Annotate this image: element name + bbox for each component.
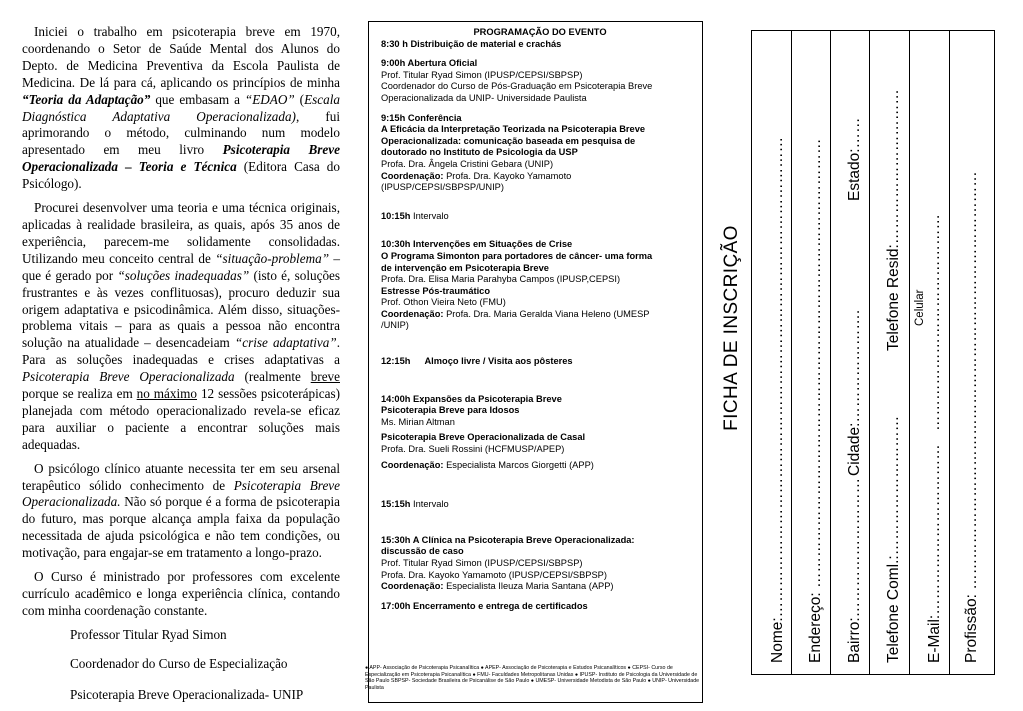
event-program — [381, 27, 699, 612]
text-run: (isto é, soluções frustrantes e às vezes conflituosas), procuro deduzir sua origem adaptativa e psicodinâmica. Além disso, situações-problema vitais – para as quais a pessoa não encontra solução na atualidade – desencadeiam — [22, 267, 341, 351]
program-line — [381, 460, 699, 472]
coordination-label: Coordenação: — [381, 459, 444, 470]
field-cidade-label: Cidade:…………………. — [846, 309, 863, 476]
field-email-label: E-Mail:…………………………… — [926, 444, 943, 663]
text-run: , fui aprimorando o método, culminando num modelo apresentado em meu livro — [22, 108, 340, 158]
program-line — [381, 309, 699, 321]
signature-name: Professor Titular Ryad Simon — [70, 626, 227, 642]
registration-form-title-text: FICHA DE INSCRIÇÃO — [721, 225, 742, 431]
emphasis-edao: “EDAO” — [244, 91, 295, 107]
program-line: 8:30 h Distribuição de material e crachás — [381, 38, 562, 49]
text-run: Intervalo — [410, 210, 449, 221]
field-profissao-label: Profissão: ……………………………………………………………………… — [963, 171, 980, 663]
program-line: Operacionalizada da UNIP- Universidade Paulista — [381, 92, 587, 103]
signature-role: Coordenador do Curso de Especialização — [70, 655, 288, 671]
program-line: Profa. Dra. Sueli Rossini (HCFMUSP/APEP) — [381, 444, 565, 455]
underlined-text: no máximo — [136, 386, 198, 402]
signature-course: Psicoterapia Breve Operacionalizada- UNIP — [70, 686, 304, 702]
event-program-box — [368, 21, 703, 703]
program-line: (IPUSP/CEPSI/SBPSP/UNIP) — [381, 182, 504, 193]
text-run: . Para as soluções inadequadas e crises adaptativas a — [22, 335, 340, 368]
program-line: A Eficácia da Interpretação Teorizada na Psicoterapia Breve — [381, 124, 646, 135]
text-run: Especialista Ileuza Maria Santana (APP) — [443, 581, 614, 592]
text-run: Não só porque é a forma de psicoterapia do futuro, mas porque alcança ampla faixa da população necessitada de ajuda psicológica e não tem condições, ou motivação, para engajar-se em tratamento a longo-prazo. — [22, 494, 340, 561]
emphasis: Psicoterapia Breve Operacionalizada — [22, 369, 235, 385]
program-line: 15:30h A Clínica na Psicoterapia Breve Operacionalizada: — [381, 534, 635, 545]
program-line: Profa. Dra. Ângela Cristini Gebara (UNIP) — [381, 158, 554, 169]
program-line: Profa. Dra. Elisa Maria Parahyba Campos (IPUSP,CEPSI) — [381, 274, 621, 285]
program-line: Profa. Dra. Kayoko Yamamoto (IPUSP/CEPSI/SBPSP) — [381, 569, 607, 580]
program-line: de intervenção em Psicoterapia Breve — [381, 262, 549, 273]
text-run: Iniciei o trabalho em psicoterapia breve em 1970, coordenando o Setor de Saúde Mental dos Alunos do Depto. de Medicina Preventiva da Escola Paulista de Medicina. De lá para cá, aplicando os princípios de minha — [22, 24, 340, 90]
program-line: 10:30h Intervenções em Situações de Crise — [381, 239, 573, 250]
emphasis-adaptation-theory: “Teoria da Adaptação” — [22, 91, 151, 107]
text-run: Almoço livre / Visita aos pôsteres — [424, 356, 573, 367]
program-line: 17:00h Encerramento e entrega de certificados — [381, 600, 588, 611]
program-line: Estresse Pós-traumático — [381, 285, 491, 296]
emphasis-edao-full: Escala Diagnóstica Adaptativa Operacionalizada) — [22, 91, 340, 124]
text-run: Procurei desenvolver uma teoria e uma técnica originais, aplicadas à realidade brasileira, as quais, após 35 anos de experiência, parecem-me solidamente consolidadas. Utilizando meu conceito central de — [22, 200, 340, 266]
field-nome[interactable] — [752, 31, 792, 674]
emphasis: Psicoterapia Breve Operacionalizada. — [22, 477, 341, 510]
coordination-label: Coordenação: — [381, 170, 444, 181]
emphasis: “crise adaptativa” — [234, 335, 337, 351]
program-line — [381, 499, 699, 511]
coordination-label: Coordenação: — [381, 581, 444, 592]
field-telefones[interactable] — [870, 31, 910, 674]
text-run: Intervalo — [410, 499, 449, 510]
time-label: 15:15h — [381, 499, 411, 510]
abbreviations-footnote: ● APP- Associação de Psicoterapia Psicanalítica ● APEP- Associação de Psicoterapia e Estudos Psicanalíticos ● CEPSI- Curso de Especialização em Psicoterapia Psicanalítica ● FMU- Faculdades Metropolitanas Unidas ● IPUSP- Instituto de Psicologia da Universidade de São Paulo SBPSP- Sociedade Brasileira de Psicanálise de São Paulo ● UMESP- Universidade Metodista de São Paulo ● UNIP- Universidade Paulista — [365, 665, 700, 691]
field-telefone-resid-label: Telefone Resid:………………………… — [885, 89, 902, 351]
program-line: Psicoterapia Breve para Idosos — [381, 405, 520, 416]
text-run: porque se realiza em — [22, 386, 137, 402]
text-run: que embasam a — [150, 91, 245, 107]
time-label: 10:15h — [381, 210, 411, 221]
text-run: 12 sessões psicoterápicas) planejada com método operacionalizado revela-se eficaz para auxiliar o paciente a encontrar soluções mais adequadas. — [22, 386, 340, 452]
program-line: Prof. Titular Ryad Simon (IPUSP/CEPSI/SBPSP) — [381, 558, 583, 568]
underlined-text: breve — [310, 369, 340, 385]
program-line: O Programa Simonton para portadores de câncer- uma forma — [381, 250, 653, 261]
field-telefone-coml-label: Telefone Coml.:……………………… — [885, 415, 902, 663]
program-heading: PROGRAMAÇÃO DO EVENTO — [473, 27, 607, 37]
program-line — [381, 171, 699, 183]
text-run: Especialista Marcos Giorgetti (APP) — [443, 459, 594, 470]
field-celular-dots: …………………………………… — [926, 214, 943, 431]
field-nome-label: Nome:………………………………………………………………………………… — [769, 136, 786, 663]
paragraph-1 — [22, 24, 340, 193]
program-line: 14:00h Expansões da Psicoterapia Breve — [381, 393, 562, 404]
program-line: Prof. Othon Vieira Neto (FMU) — [381, 297, 506, 308]
program-line: doutorado no Instituto de Psicologia da USP — [381, 147, 578, 158]
book-title: Psicoterapia Breve Operacionalizada – Teoria e Técnica — [22, 142, 340, 175]
text-run: – que é gerado por — [22, 250, 340, 283]
field-endereco-label: Endereço: …………………………………………………………………………… — [807, 138, 824, 663]
paragraph-2 — [22, 200, 340, 454]
program-line: Coordenador do Curso de Pós-Graduação em Psicoterapia Breve — [381, 81, 653, 92]
text-run: (realmente — [234, 369, 311, 385]
coordination-label: Coordenação: — [381, 308, 444, 319]
text-run: (Editora Casa do Psicólogo). — [22, 159, 340, 192]
text-run: O psicólogo clínico atuante necessita ter em seu arsenal terapêutico sólido conhecimento de — [22, 460, 340, 493]
emphasis: “soluções inadequadas” — [117, 267, 250, 283]
field-estado-label: Estado:…… — [846, 117, 863, 201]
field-profissao[interactable] — [950, 31, 996, 674]
program-line: 9:15h Conferência — [381, 112, 462, 123]
program-line: Ms. Mirian Altman — [381, 416, 455, 427]
field-email-celular[interactable] — [910, 31, 950, 674]
program-line: 9:00h Abertura Oficial — [381, 58, 478, 69]
paragraph-3 — [22, 461, 340, 562]
program-line: Prof. Titular Ryad Simon (IPUSP/CEPSI/SBPSP) — [381, 69, 583, 80]
program-line: Psicoterapia Breve Operacionalizada de Casal — [381, 432, 586, 443]
text-run: Profa. Dra. Kayoko Yamamoto — [443, 170, 572, 181]
registration-form — [751, 30, 995, 675]
text-run: Profa. Dra. Maria Geralda Viana Heleno (UMESP — [443, 308, 650, 319]
program-line — [381, 356, 699, 368]
field-bairro-cidade-estado[interactable] — [831, 31, 870, 674]
emphasis: “situação-problema” — [215, 250, 330, 266]
paragraph-4: O Curso é ministrado por professores com excelente currículo acadêmico e longa experiência clínica, contando com minha coordenação constante. — [22, 569, 340, 618]
field-celular-label: Celular — [914, 289, 926, 326]
text-run: ( — [294, 91, 305, 107]
field-bairro-label: Bairro:……………………… — [846, 477, 863, 663]
program-line: discussão de caso — [381, 546, 464, 557]
time-label: 12:15h — [381, 356, 411, 367]
program-line: Operacionalizada: comunicação baseada em pesquisa de — [381, 135, 636, 146]
program-line: /UNIP) — [381, 320, 409, 331]
program-line — [381, 581, 699, 593]
introduction-text — [22, 24, 340, 711]
program-line — [381, 211, 699, 223]
field-endereco[interactable] — [792, 31, 831, 674]
